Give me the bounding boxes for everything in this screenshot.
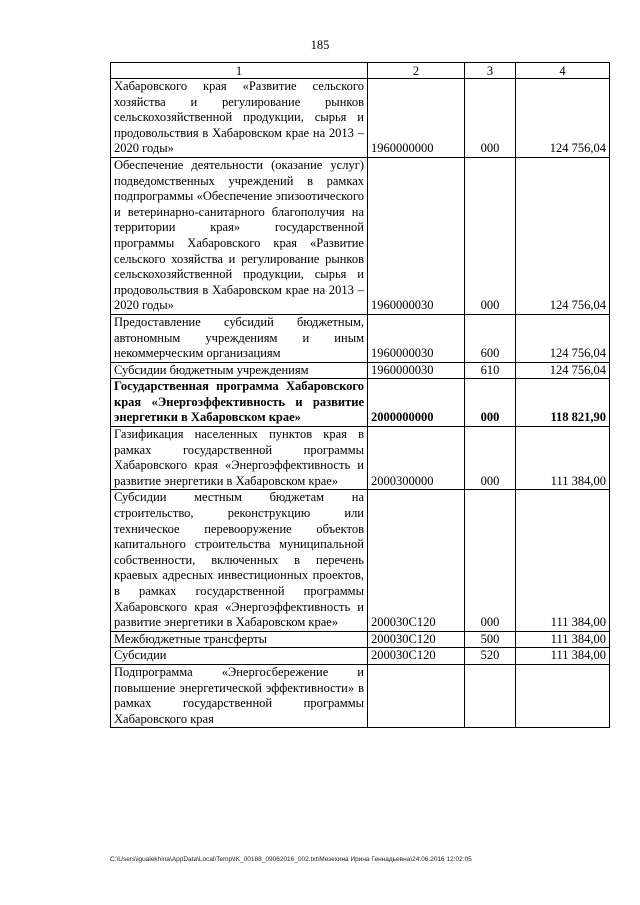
table-row: [111, 631, 610, 648]
table-body: [111, 79, 610, 728]
table-row: [111, 648, 610, 665]
row-sum-cell: 111 384,00: [516, 427, 610, 490]
table-row: [111, 314, 610, 362]
table-row: [111, 157, 610, 314]
table-row: [111, 362, 610, 379]
row-name-cell: Подпрограмма «Энергосбережение и повышение энергетической эффективности» в рамках государственной программы Хабаровского края: [111, 664, 368, 727]
table-row: [111, 379, 610, 427]
row-name-cell: Газификация населенных пунктов края в рамках государственной программы Хабаровского края «Энергоэффективность и развитие энергетики в Хабаровском крае»: [111, 427, 368, 490]
footer-file-path: C:\Users\igualekhina\AppData\Local\Temp\IK_00188_09062016_002.txt\Мезехина Ирина Геннадьевна\24.06.2016 12:02:05: [110, 856, 472, 863]
row-name-cell: Обеспечение деятельности (оказание услуг) подведомственных учреждений в рамках подпрограммы «Обеспечение эпизоотического и ветеринарно-санитарного благополучия на территории края» государственной программы Хабаровского края «Развитие сельского хозяйства и регулирование рынков сельскохозяйственной продукции, сырья и продовольствия в Хабаровском крае на 2013 – 2020 годы»: [111, 157, 368, 314]
row-name-cell: Межбюджетные трансферты: [111, 631, 368, 648]
row-sum-cell: 124 756,04: [516, 79, 610, 158]
row-name-cell: Хабаровского края «Развитие сельского хозяйства и регулирование рынков сельскохозяйственной продукции, сырья и продовольствия в Хабаровском крае на 2013 – 2020 годы»: [111, 79, 368, 158]
row-sum-cell: 124 756,04: [516, 362, 610, 379]
row-type-cell: 000: [465, 157, 516, 314]
row-code-cell: 1960000030: [368, 314, 465, 362]
row-sum-cell: [516, 664, 610, 727]
table-row: [111, 664, 610, 727]
row-code-cell: 1960000030: [368, 157, 465, 314]
table-row: [111, 79, 610, 158]
row-type-cell: 000: [465, 490, 516, 631]
row-type-cell: 000: [465, 79, 516, 158]
row-sum-cell: 111 384,00: [516, 490, 610, 631]
table-row: [111, 427, 610, 490]
column-header-1: 1: [111, 63, 368, 79]
row-sum-cell: 118 821,90: [516, 379, 610, 427]
row-type-cell: [465, 664, 516, 727]
row-sum-cell: 111 384,00: [516, 648, 610, 665]
row-name-cell: Субсидии бюджетным учреждениям: [111, 362, 368, 379]
row-code-cell: 2000000000: [368, 379, 465, 427]
row-sum-cell: 124 756,04: [516, 157, 610, 314]
row-name-cell: Предоставление субсидий бюджетным, автономным учреждениям и иным некоммерческим организациям: [111, 314, 368, 362]
budget-table: [110, 62, 610, 728]
page-number: 185: [310, 38, 330, 52]
column-header-3: 3: [465, 63, 516, 79]
row-name-cell: Государственная программа Хабаровского края «Энергоэффективность и развитие энергетики в Хабаровском крае»: [111, 379, 368, 427]
row-type-cell: 000: [465, 379, 516, 427]
row-type-cell: 600: [465, 314, 516, 362]
row-sum-cell: 111 384,00: [516, 631, 610, 648]
row-name-cell: Субсидии местным бюджетам на строительство, реконструкцию или техническое перевооружение объектов капитального строительства муниципальной собственности, включенных в перечень краевых адресных инвестиционных проектов, в рамках государственной программы Хабаровского края «Энергоэффективность и развитие энергетики в Хабаровском крае»: [111, 490, 368, 631]
row-code-cell: 200030С120: [368, 490, 465, 631]
row-code-cell: 200030С120: [368, 648, 465, 665]
table-header-row: [111, 63, 610, 79]
row-code-cell: 200030С120: [368, 631, 465, 648]
row-type-cell: 500: [465, 631, 516, 648]
row-code-cell: 1960000000: [368, 79, 465, 158]
table-row: [111, 490, 610, 631]
column-header-4: 4: [516, 63, 610, 79]
row-code-cell: 2000300000: [368, 427, 465, 490]
row-type-cell: 000: [465, 427, 516, 490]
row-code-cell: [368, 664, 465, 727]
row-name-cell: Субсидии: [111, 648, 368, 665]
row-type-cell: 610: [465, 362, 516, 379]
column-header-2: 2: [368, 63, 465, 79]
row-type-cell: 520: [465, 648, 516, 665]
row-sum-cell: 124 756,04: [516, 314, 610, 362]
row-code-cell: 1960000030: [368, 362, 465, 379]
